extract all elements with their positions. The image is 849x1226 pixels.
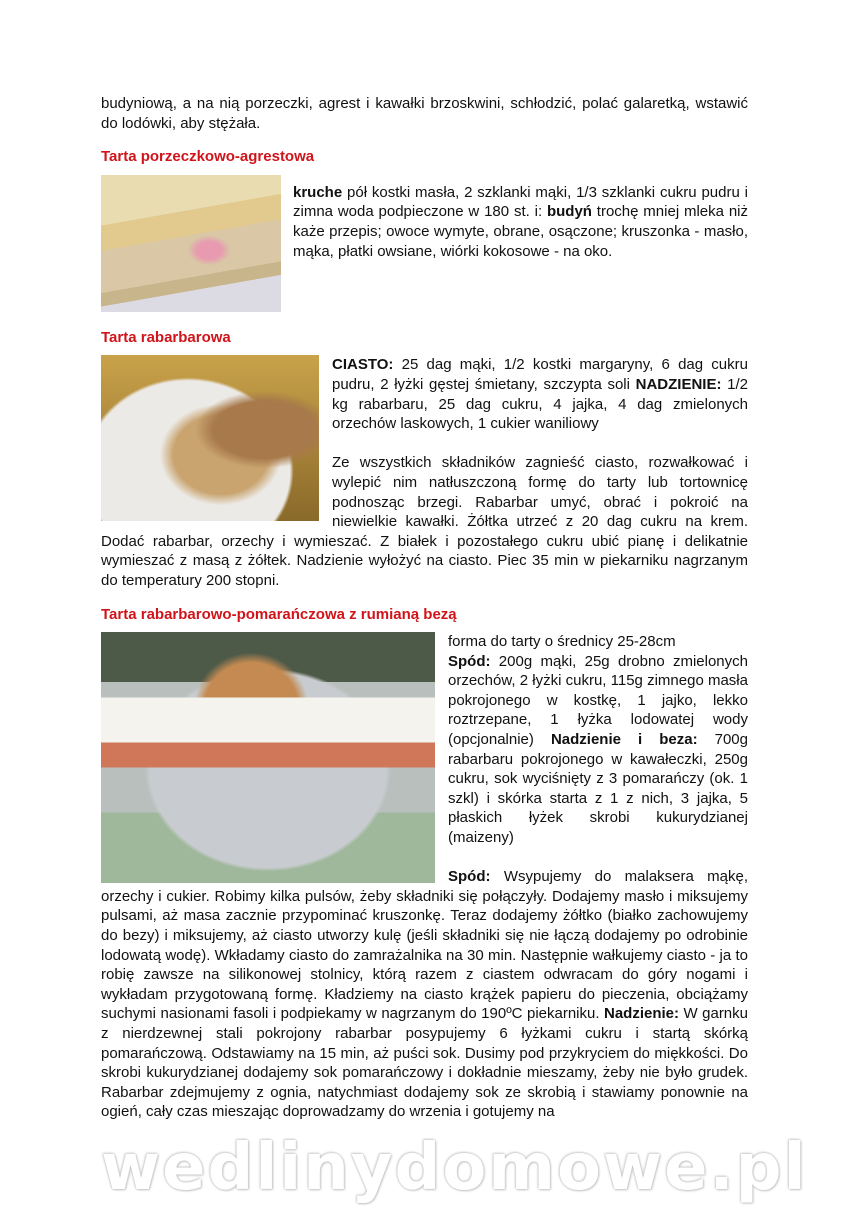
rhubarb-tart-photo — [101, 355, 319, 521]
recipe3-section — [101, 632, 748, 1122]
recipe2-title: Tarta rabarbarowa — [101, 328, 231, 346]
intro-paragraph — [101, 94, 748, 133]
recipe1-title: Tarta porzeczkowo-agrestowa — [101, 148, 315, 166]
site-watermark: wedlinydomowe.pl — [101, 1130, 808, 1205]
rhubarb-orange-meringue-tart-photo — [101, 632, 435, 883]
gooseberry-tart-photo — [101, 175, 281, 312]
recipe3-form-note: forma do tarty o średnicy 25-28cm — [448, 633, 676, 651]
intro-text: budyniową, a na nią porzeczki, agrest i kawałki brzoskwini, schłodzić, polać galaretką, wstawić do lodówki, aby stężała. — [101, 95, 748, 132]
recipe2-section — [101, 355, 748, 590]
recipe3-title: Tarta rabarbarowo-pomarańczowa z rumianą bezą — [101, 605, 457, 623]
recipe1-section — [101, 175, 748, 314]
recipe2-ingredients: CIASTO: 25 dag mąki, 1/2 kostki margaryny, 6 dag cukru pudru, 2 łyżki gęstej śmietany, szczypta soli NADZIENIE: 1/2 kg rabarbaru, 25 dag cukru, 4 jajka, 4 dag zmielonych orzechów laskowych, 1 cukier waniliowy — [332, 356, 748, 433]
recipe3-instructions: Spód: Wsypujemy do malaksera mąkę, orzechy i cukier. Robimy kilka pulsów, żeby składniki się połączyły. Dodajemy masło i miksujemy pulsami, aż masa zacznie przypominać kruszonkę. Teraz dodajemy żółtko (białko zachowujemy do bezy) i miksujemy, aż ciasto utworzy kulę (jeśli składniki się nie łączą dodajemy po odrobinie lodowatą wodę). Wkładamy ciasto do zamrażalnika na 30 min. Następnie wałkujemy ciasto - ja to robię zawsze na silikonowej stolnicy, którą razem z ciastem odwracam do góry nogami i wykładam przygotowaną formę. Kładziemy na ciasto krążek papieru do pieczenia, obciążamy suchymi nasionami fasoli i podpiekamy w nagrzanym do 190ºC piekarniku. Nadzienie: W garnku z nierdzewnej stali pokrojony rabarbar posypujemy 6 łyżkami cukru i startą skórką pomarańczową. Odstawiamy na 15 min, aż puści sok. Dusimy pod przykryciem do miękkości. Do skrobi kukurydzianej dodajemy sok pomarańczowy i dokładnie mieszamy, żeby nie było grudek. Rabarbar zdejmujemy z ognia, natychmiast dodajemy sok ze skrobią i stawiamy ponownie na ogień, cały czas mieszając doprowadzamy do wrzenia i gotujemy na — [101, 868, 748, 1121]
recipe1-ingredients: kruche pół kostki masła, 2 szklanki mąki, 1/3 szklanki cukru pudru i zimna woda podpieczone w 180 st. i: budyń trochę mniej mleka niż każe przepis; owoce wymyte, obrane, osączone; kruszonka - masło, mąka, płatki owsiane, wiórki kokosowe - na oko. — [293, 183, 748, 260]
recipe3-ingredients: Spód: 200g mąki, 25g drobno zmielonych orzechów, 2 łyżki cukru, 115g zimnego masła pokrojonego w kostkę, 1 jajko, lekko roztrzepane, 1 łyżka lodowatej wody (opcjonalnie) Nadzienie i beza: 700g rabarbaru pokrojonego w kawałeczki, 250g cukru, sok wyciśnięty z 3 pomarańczy (ok. 1 szkl) i skórka starta z 1 z nich, 3 jajka, 5 płaskich łyżek skrobi kukurydzianej (maizeny) — [448, 652, 748, 847]
recipe2-instructions: Ze wszystkich składników zagnieść ciasto, rozwałkować i wylepić nim natłuszczoną formę do tarty lub tortownicę podnosząc brzegi. Rabarbar umyć, obrać i pokroić na niewielkie kawałki. Żółtka utrzeć z 20 dag cukru na krem. Dodać rabarbar, orzechy i wymieszać. Z białek i pozostałego cukru ubić pianę i delikatnie wymieszać z masą z żółtek. Nadzienie wyłożyć na ciasto. Piec 35 min w piekarniku nagrzanym do temperatury 200 stopni. — [101, 454, 748, 589]
